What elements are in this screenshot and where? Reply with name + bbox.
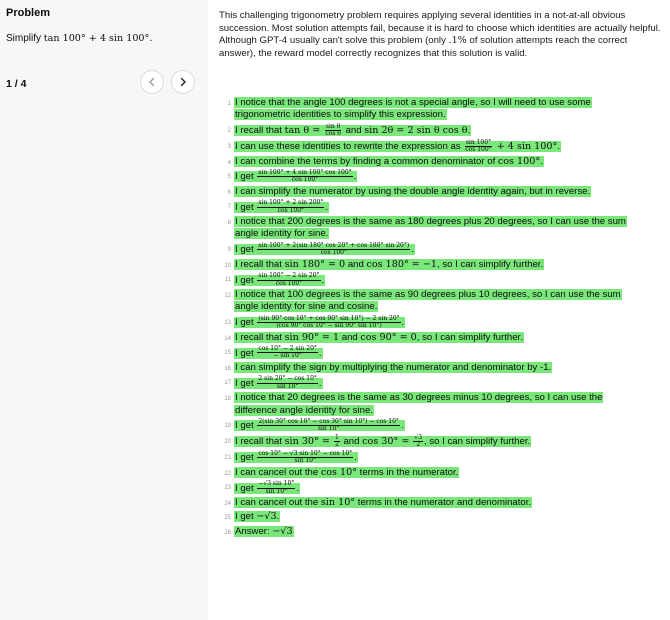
math-fraction (257, 376, 318, 390)
step-text (234, 375, 323, 390)
step-number: 20 (224, 438, 231, 445)
step-text-segment: I notice that 100 degrees is the same as 90 degrees plus 10 degrees, so I can use the sum angle identity for sine and cosine. (235, 289, 621, 313)
step-number: 17 (224, 380, 231, 387)
step-text-segment: I get (235, 377, 257, 389)
fraction-numerator: sin θ (325, 122, 341, 130)
fraction-numerator: 1 (334, 433, 339, 441)
step-text-segment: I can use these identities to rewrite the expression as (235, 141, 464, 153)
solution-step (222, 186, 642, 198)
step-number: 12 (224, 293, 231, 300)
step-text-segment: . (557, 141, 560, 153)
step-number: 22 (224, 470, 231, 477)
step-text-segment: terms in the numerator and denominator. (355, 497, 532, 509)
solution-panel (208, 0, 670, 620)
solution-step (222, 332, 642, 344)
solution-step (222, 289, 642, 314)
step-text (234, 362, 552, 373)
fraction-numerator: sin 100° (465, 138, 492, 146)
step-text-segment: . (411, 244, 414, 256)
math-fraction (257, 273, 320, 287)
step-number: 3 (227, 143, 231, 150)
step-text-segment: . (401, 317, 405, 329)
fraction-numerator: cos 10° − 2 sin 20° (258, 344, 317, 352)
solution-step (222, 392, 642, 417)
math-fraction (324, 124, 342, 138)
step-text-segment: . (353, 171, 357, 183)
problem-statement (6, 33, 152, 44)
intro-percent: .1% (448, 35, 467, 47)
step-number: 8 (227, 220, 231, 227)
solution-step (222, 481, 642, 495)
math-fraction (257, 243, 410, 257)
step-text-segment: I recall that (235, 258, 285, 270)
solution-step (222, 124, 642, 138)
step-number: 16 (224, 365, 231, 372)
fraction-denominator: cos θ (325, 130, 341, 138)
math-expression: sin 10° (320, 497, 356, 509)
step-text (234, 497, 532, 508)
step-text-segment: I notice that 20 degrees is the same as 30 degrees minus 10 degrees, so I can use the difference angle identity for sine. (235, 392, 603, 416)
solution-step (222, 435, 642, 449)
step-text (234, 168, 357, 184)
math-expression: sin 30° = (284, 436, 333, 448)
fraction-numerator: 2(sin 30° cos 10° − cos 30° sin 10°) − cos 10° (258, 417, 399, 425)
step-text-segment: I can combine the terms by finding a common denominator of (235, 155, 498, 167)
solution-step (222, 243, 642, 257)
solution-step (222, 497, 642, 509)
step-text (234, 259, 544, 270)
step-text-segment: . (400, 420, 404, 432)
solution-step (222, 511, 642, 523)
fraction-denominator: cos 100° (465, 146, 492, 154)
solution-step (222, 200, 642, 214)
step-text-segment: I get (235, 511, 257, 523)
solution-steps (222, 97, 642, 540)
step-text-segment: I get (235, 317, 257, 329)
step-text (234, 467, 459, 478)
math-fraction (413, 435, 423, 449)
step-text-segment: I notice that the angle 100 degrees is not a special angle, so I will need to use some trigonometric identities to simplify this expression. (235, 97, 591, 121)
math-expression: + 4 sin 100° (493, 141, 558, 153)
step-number: 13 (224, 319, 231, 326)
pager-indicator: 1 / 4 (6, 78, 27, 90)
math-fraction (257, 419, 400, 433)
math-fraction (257, 200, 324, 214)
solution-step (222, 362, 642, 374)
step-number: 21 (224, 454, 231, 461)
fraction-numerator: 2 sin 20° − cos 10° (258, 375, 317, 383)
step-number: 25 (224, 515, 231, 522)
math-expression: cos 90° = 0 (360, 331, 417, 343)
solution-step (222, 273, 642, 287)
step-text-segment: I can simplify the numerator by using the double angle identity again, but in reverse. (235, 185, 591, 197)
step-number: 2 (227, 127, 231, 134)
step-text-segment: I can simplify the sign by multiplying the numerator and denominator by -1. (235, 361, 552, 373)
step-text (234, 199, 329, 214)
solution-step (222, 419, 642, 433)
fraction-denominator: − sin 10° (273, 352, 302, 360)
math-expression: tan θ = (284, 125, 324, 137)
fraction-numerator: sin 100° + 2 sin 200° (258, 199, 324, 207)
intro-text-2: of solution attempts reach the correct answer), the reward model correctly recognizes that this solution is valid. (219, 35, 628, 60)
solution-step (222, 376, 642, 390)
solution-step (222, 467, 642, 479)
step-number: 10 (224, 262, 231, 269)
fraction-denominator: cos 100° (277, 206, 305, 214)
step-text (234, 433, 531, 449)
step-text-segment: Answer: (235, 525, 273, 537)
step-text (234, 344, 323, 360)
solution-step (222, 170, 642, 184)
step-text-segment: I get (235, 201, 257, 213)
math-expression: −√3 (256, 511, 277, 523)
step-text-segment: . (276, 511, 280, 523)
step-text-segment: I recall that (235, 436, 285, 448)
solution-step (222, 346, 642, 360)
step-number: 11 (224, 277, 231, 284)
intro-paragraph (219, 10, 664, 61)
solution-step (222, 316, 642, 330)
step-text (234, 138, 561, 154)
fraction-denominator: sin 10° (265, 487, 288, 495)
step-text-segment: . (354, 452, 357, 464)
solution-step (222, 97, 642, 122)
fraction-numerator: cos 10° − √3 sin 10° − cos 10° (258, 449, 353, 457)
solution-step (222, 259, 642, 271)
step-text (234, 241, 415, 257)
math-fraction (334, 435, 340, 449)
step-text (234, 480, 300, 495)
step-text-segment: and (340, 436, 363, 448)
step-text-segment: I get (235, 347, 257, 359)
step-text-segment: I notice that 200 degrees is the same as 180 degrees plus 20 degrees, so I can use the sum angle identity for sine. (235, 216, 626, 240)
fraction-numerator: (sin 90° cos 10° + cos 90° sin 10°) − 2 sin 20° (258, 314, 400, 322)
step-text (234, 216, 627, 239)
solution-step (222, 140, 642, 154)
step-text (234, 449, 358, 465)
fraction-denominator: 2 (334, 441, 339, 449)
step-text-segment: I recall that (235, 125, 285, 137)
step-number: 19 (224, 422, 231, 429)
step-text-segment: , so I can simplify further. (437, 258, 544, 270)
step-number: 26 (224, 529, 231, 536)
step-text (234, 392, 603, 415)
step-text-segment: . (467, 125, 471, 137)
fraction-numerator: sin 100° − 2 sin 20° (258, 272, 320, 280)
fraction-denominator: (cos 90° cos 10° − sin 90° sin 10°) (276, 322, 382, 330)
solution-step (222, 156, 642, 168)
fraction-denominator: sin 10° (317, 425, 340, 433)
step-text-segment: I get (235, 420, 257, 432)
step-text-segment: I can cancel out the (235, 466, 321, 478)
math-fraction (257, 170, 352, 184)
step-text-segment: . (325, 201, 329, 213)
fraction-numerator: sin 100° + 4 sin 100° cos 100° (258, 168, 352, 176)
sidebar-title: Problem (6, 7, 51, 19)
step-text-segment: and (342, 125, 365, 137)
step-text-segment: . (540, 155, 543, 167)
step-number: 14 (224, 335, 231, 342)
step-number: 15 (224, 349, 231, 356)
math-expression: −√3 (272, 525, 293, 537)
step-text (234, 272, 325, 287)
step-text (234, 122, 471, 138)
step-number: 6 (227, 189, 231, 196)
step-text (234, 97, 592, 120)
step-text (234, 289, 622, 312)
math-expression: cos 30° = (362, 436, 413, 448)
step-text-segment: I get (235, 274, 257, 286)
solution-step (222, 216, 642, 241)
step-text-segment: , so I can simplify further. (424, 436, 531, 448)
solution-step (222, 451, 642, 465)
step-text-segment: terms in the numerator. (357, 466, 459, 478)
step-text-segment: I get (235, 482, 257, 494)
step-text (234, 156, 544, 167)
math-fraction (257, 451, 353, 465)
step-text (234, 186, 591, 197)
step-number: 18 (224, 396, 231, 403)
fraction-denominator: cos 100° (275, 279, 303, 287)
fraction-denominator: cos 100° (320, 249, 347, 257)
solution-step (222, 526, 642, 538)
step-text-segment: , so I can simplify further. (416, 331, 523, 343)
step-text-segment: . (321, 274, 325, 286)
step-text-segment: I get (235, 244, 257, 256)
step-text-segment: and (345, 258, 367, 270)
step-number: 24 (224, 501, 231, 508)
chevron-left-icon (147, 77, 157, 87)
step-number: 5 (227, 173, 231, 180)
intro-text-1: This challenging trigonometry problem requires applying several identities in a not-at-all obvious succession. Most solution attempts fail, because it is hard to choose which identities are actually helpful. Although GPT-4 usually can't solve this problem (only (219, 10, 661, 47)
step-number: 23 (224, 485, 231, 492)
previous-button[interactable] (140, 70, 164, 94)
step-number: 9 (227, 246, 231, 253)
step-text (234, 526, 294, 537)
step-text (234, 511, 280, 522)
fraction-denominator: cos 100° (291, 176, 319, 184)
math-expression: cos 10° (320, 466, 358, 478)
step-text (234, 314, 405, 330)
step-text-segment: . (318, 377, 322, 389)
step-number: 1 (227, 101, 231, 107)
step-text-segment: I can cancel out the (235, 497, 321, 509)
fraction-denominator: 2 (416, 441, 421, 449)
step-number: 7 (227, 204, 231, 211)
chevron-right-icon (178, 77, 188, 87)
step-text-segment: . (296, 482, 299, 494)
step-text-segment: and (339, 331, 361, 343)
fraction-numerator: −√3 sin 10° (258, 480, 295, 488)
math-fraction (257, 316, 400, 330)
math-expression: sin 90° = 1 (284, 331, 340, 343)
problem-math: tan 100° + 4 sin 100°. (43, 33, 153, 44)
step-text-segment: I get (235, 171, 257, 183)
math-expression: cos 100° (497, 155, 541, 167)
fraction-numerator: √3 (414, 433, 423, 441)
math-expression: sin 2θ = 2 sin θ cos θ (364, 125, 468, 137)
step-text-segment: . (318, 347, 322, 359)
math-expression: cos 180° = −1 (366, 258, 438, 270)
step-text (234, 332, 524, 343)
math-fraction (257, 346, 318, 360)
math-fraction (464, 140, 492, 154)
step-text-segment: I recall that (235, 331, 285, 343)
problem-sidebar (0, 0, 208, 620)
step-number: 4 (227, 159, 231, 166)
fraction-denominator: sin 10° (276, 382, 299, 390)
next-button[interactable] (171, 70, 195, 94)
fraction-denominator: sin 10° (294, 457, 316, 465)
math-fraction (257, 481, 295, 495)
problem-prefix: Simplify (6, 33, 44, 44)
step-text-segment: I get (235, 452, 257, 464)
fraction-numerator: sin 100° + 2(sin 180° cos 20° + cos 180° sin 20°) (258, 241, 410, 249)
math-expression: sin 180° = 0 (284, 258, 346, 270)
step-text (234, 417, 405, 433)
